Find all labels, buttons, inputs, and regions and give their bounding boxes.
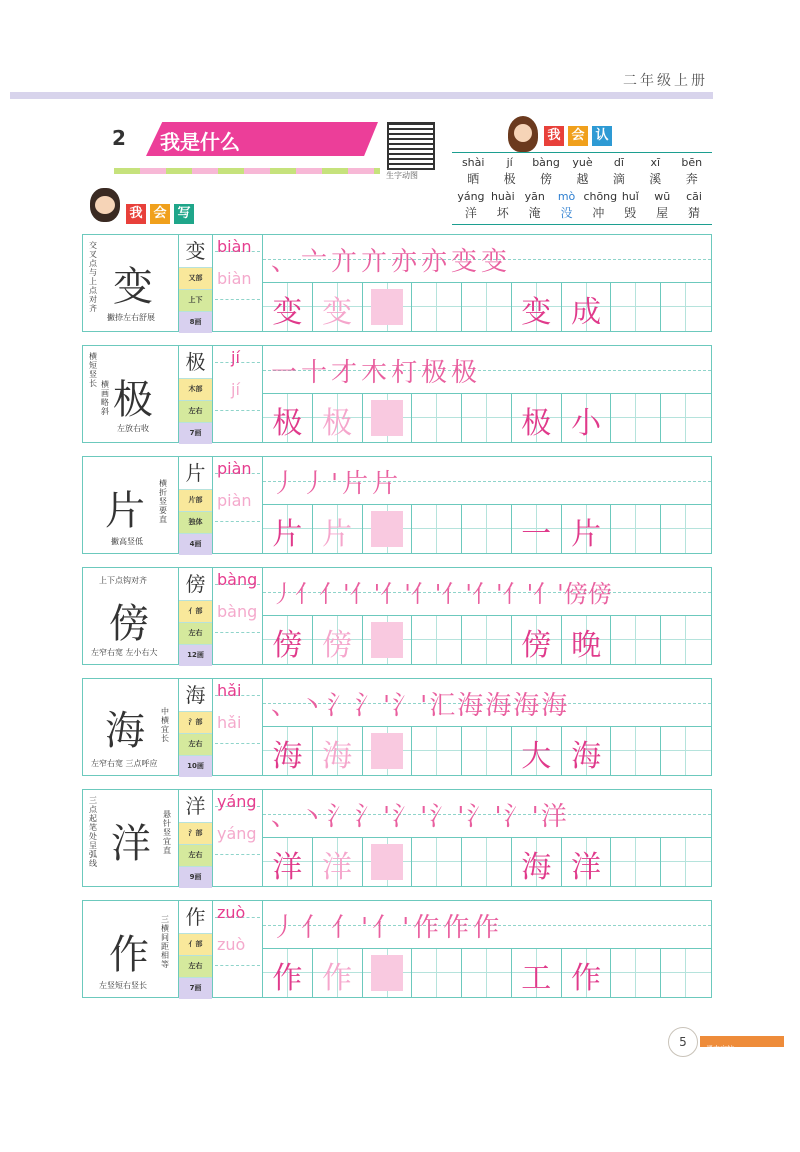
char-model xyxy=(83,679,179,775)
pinyin-box xyxy=(213,346,263,442)
read-row-2-pinyin xyxy=(455,190,710,203)
stroke-order: 、丶氵氵'氵'氵'氵'氵'洋 xyxy=(271,802,569,832)
practice-cell[interactable] xyxy=(462,838,512,886)
pinyin: yān xyxy=(524,190,545,203)
model-char: 洋 xyxy=(272,850,303,885)
word-char-1: 大 xyxy=(521,739,552,774)
practice-cell[interactable] xyxy=(611,283,661,331)
char-note-top: 上下点钩对齐 xyxy=(99,576,147,585)
char-note-side: 中横宜长 xyxy=(161,707,169,743)
char-info xyxy=(179,901,213,997)
trace-char: 海 xyxy=(322,739,353,774)
trace-char: 变 xyxy=(322,295,353,330)
stroke-order: 丿亻亻'亻'作作作 xyxy=(271,913,504,943)
model-char: 变 xyxy=(272,295,303,330)
word-char-2: 晚 xyxy=(571,628,602,663)
practice-cell[interactable] xyxy=(412,727,462,775)
char-info xyxy=(179,568,213,664)
stroke-order-row xyxy=(263,568,711,616)
pinyin: huǐ xyxy=(621,190,639,203)
practice-cell[interactable] xyxy=(562,949,612,997)
char-big: 海 xyxy=(105,708,145,754)
pinyin-main: piàn xyxy=(217,459,252,478)
pinyin: mò xyxy=(557,190,576,203)
stroke-order-row xyxy=(263,901,711,949)
char-big: 极 xyxy=(113,377,153,423)
read-divider-top xyxy=(452,152,712,153)
practice-cell[interactable] xyxy=(363,838,413,886)
pinyin-trace: bàng xyxy=(217,602,258,621)
practice-grid xyxy=(263,616,711,664)
practice-cell[interactable] xyxy=(313,838,363,886)
stroke-order: 丿亻亻'亻'亻'亻'亻'亻'亻'亻'傍傍 xyxy=(271,580,612,608)
practice-cell[interactable] xyxy=(462,394,512,442)
trace-char: 作 xyxy=(322,961,353,996)
practice-cell[interactable] xyxy=(562,838,612,886)
pinyin-main: bàng xyxy=(217,570,258,589)
char-model xyxy=(83,901,179,997)
hanzi: 奔 xyxy=(685,172,698,186)
practice-grid xyxy=(263,949,711,997)
stroke-count: 4画 xyxy=(179,533,212,555)
lesson-header xyxy=(112,122,380,180)
char-card-bian xyxy=(82,234,712,332)
practice-cell[interactable] xyxy=(313,394,363,442)
radical: 亻部 xyxy=(179,600,212,622)
practice-cell[interactable] xyxy=(611,949,661,997)
hanzi: 毁 xyxy=(624,206,637,220)
stroke-order-row xyxy=(263,235,711,283)
pinyin-main: biàn xyxy=(217,237,252,256)
char-card-pian xyxy=(82,456,712,554)
char-info xyxy=(179,346,213,442)
stroke-count: 9画 xyxy=(179,866,212,888)
char-big: 洋 xyxy=(111,821,151,867)
pinyin-trace: biàn xyxy=(217,269,252,288)
model-char: 片 xyxy=(272,517,303,552)
structure: 左右 xyxy=(179,622,212,644)
char-info xyxy=(179,790,213,886)
radical: 片部 xyxy=(179,489,212,511)
stroke-count: 8画 xyxy=(179,311,212,333)
stroke-count: 12画 xyxy=(179,644,212,666)
structure: 左右 xyxy=(179,733,212,755)
pinyin: bàng xyxy=(532,156,560,169)
word-char-1: 变 xyxy=(521,295,552,330)
top-divider xyxy=(10,92,713,99)
practice-cell[interactable] xyxy=(611,616,661,664)
stroke-count: 7画 xyxy=(179,422,212,444)
trace-shape xyxy=(371,400,404,436)
practice-grid xyxy=(263,727,711,775)
read-row-2-hanzi xyxy=(455,204,710,221)
practice-cell[interactable] xyxy=(462,727,512,775)
trace-shape xyxy=(371,733,404,769)
stroke-order: 、丶氵氵'氵'汇海海海海 xyxy=(271,691,570,721)
practice-cell[interactable] xyxy=(462,505,512,553)
practice-cell[interactable] xyxy=(462,283,512,331)
practice-cell[interactable] xyxy=(661,394,711,442)
word-char-1: 一 xyxy=(521,517,552,552)
practice-cell[interactable] xyxy=(263,283,313,331)
char-big: 作 xyxy=(109,932,149,978)
badge-ren: 认 xyxy=(592,126,612,146)
char-note-bottom: 左窄右宽 左小右大 xyxy=(91,648,158,657)
girl-avatar-icon xyxy=(508,116,538,152)
model-char: 极 xyxy=(272,406,303,441)
practice-cell[interactable] xyxy=(512,616,562,664)
pinyin-box xyxy=(213,568,263,664)
practice-cell[interactable] xyxy=(512,727,562,775)
pinyin-main: yáng xyxy=(217,792,257,811)
trace-char: 极 xyxy=(322,406,353,441)
char-note-side: 横折竖要直 xyxy=(159,479,167,524)
info-char: 海 xyxy=(179,679,212,711)
practice-cell[interactable] xyxy=(313,727,363,775)
practice-cell[interactable] xyxy=(363,505,413,553)
stroke-order: 一十才木朾极极 xyxy=(271,358,482,388)
lesson-number: 2 xyxy=(112,126,126,150)
char-note-bottom: 左竖短右竖长 xyxy=(99,981,147,990)
practice-cell[interactable] xyxy=(313,616,363,664)
hanzi: 没 xyxy=(560,206,573,220)
model-char: 作 xyxy=(272,961,303,996)
boy-avatar-icon xyxy=(90,188,120,222)
word-char-1: 海 xyxy=(521,850,552,885)
practice-cell[interactable] xyxy=(661,727,711,775)
info-char: 极 xyxy=(179,346,212,378)
hanzi: 坏 xyxy=(496,206,509,220)
char-note-side-2: 横画略斜 xyxy=(101,380,109,416)
hanzi: 屋 xyxy=(656,206,669,220)
stroke-order-row xyxy=(263,346,711,394)
hanzi: 猜 xyxy=(688,206,701,220)
structure: 左右 xyxy=(179,844,212,866)
stroke-order-row xyxy=(263,790,711,838)
hanzi: 洋 xyxy=(464,206,477,220)
hanzi: 晒 xyxy=(467,172,480,186)
char-big: 片 xyxy=(105,488,145,534)
info-char: 变 xyxy=(179,235,212,267)
char-card-bang xyxy=(82,567,712,665)
char-info xyxy=(179,679,213,775)
practice-cell[interactable] xyxy=(611,838,661,886)
pinyin: chōng xyxy=(583,190,618,203)
trace-shape xyxy=(371,955,404,991)
practice-cell[interactable] xyxy=(263,616,313,664)
practice-cell[interactable] xyxy=(313,949,363,997)
practice-cell[interactable] xyxy=(512,838,562,886)
practice-cell[interactable] xyxy=(562,505,612,553)
practice-cell[interactable] xyxy=(363,949,413,997)
pinyin-box xyxy=(213,457,263,553)
radical: 木部 xyxy=(179,378,212,400)
practice-cell[interactable] xyxy=(263,838,313,886)
practice-cell[interactable] xyxy=(363,616,413,664)
badge-wo: 我 xyxy=(544,126,564,146)
char-note-bottom: 撇捺左右舒展 xyxy=(107,313,155,322)
grade-label: 二年级上册 xyxy=(623,73,708,89)
practice-cell[interactable] xyxy=(562,283,612,331)
badge-hui: 会 xyxy=(150,204,170,224)
practice-cell[interactable] xyxy=(263,505,313,553)
pinyin: jí xyxy=(506,156,513,169)
pinyin: yáng xyxy=(457,190,485,203)
stroke-order-row xyxy=(263,679,711,727)
hanzi: 越 xyxy=(576,172,589,186)
practice-cell[interactable] xyxy=(661,616,711,664)
badge-hui: 会 xyxy=(568,126,588,146)
practice-cell[interactable] xyxy=(263,727,313,775)
pinyin: dī xyxy=(613,156,624,169)
practice-cell[interactable] xyxy=(661,838,711,886)
structure: 独体 xyxy=(179,511,212,533)
char-card-hai xyxy=(82,678,712,776)
practice-grid xyxy=(263,394,711,442)
hanzi: 极 xyxy=(503,172,516,186)
char-note-bottom: 撇高竖低 xyxy=(111,537,143,546)
practice-grid xyxy=(263,283,711,331)
practice-cell[interactable] xyxy=(412,505,462,553)
practice-cell[interactable] xyxy=(263,394,313,442)
practice-cell[interactable] xyxy=(313,283,363,331)
practice-cell[interactable] xyxy=(412,838,462,886)
trace-shape xyxy=(371,289,404,325)
pinyin-trace: piàn xyxy=(217,491,252,510)
char-big: 傍 xyxy=(109,601,149,647)
pinyin-box xyxy=(213,790,263,886)
pinyin-trace: hǎi xyxy=(217,713,242,732)
radical: 氵部 xyxy=(179,711,212,733)
lesson-stripe xyxy=(114,168,380,174)
trace-char: 片 xyxy=(322,517,353,552)
pinyin: xī xyxy=(650,156,661,169)
char-card-zuo xyxy=(82,900,712,998)
trace-shape xyxy=(371,622,404,658)
stroke-count: 10画 xyxy=(179,755,212,777)
pinyin-trace: yáng xyxy=(217,824,257,843)
trace-shape xyxy=(371,511,404,547)
radical: 亻部 xyxy=(179,933,212,955)
char-note-side-2: 悬针竖宜直 xyxy=(163,810,171,855)
practice-cell[interactable] xyxy=(462,949,512,997)
char-model xyxy=(83,346,179,442)
word-char-2: 片 xyxy=(571,517,602,552)
badge-xie: 写 xyxy=(174,204,194,224)
pinyin: bēn xyxy=(681,156,703,169)
practice-cell[interactable] xyxy=(562,394,612,442)
practice-cell[interactable] xyxy=(661,283,711,331)
trace-char: 洋 xyxy=(322,850,353,885)
read-divider-bottom xyxy=(452,224,712,225)
char-info xyxy=(179,457,213,553)
info-char: 傍 xyxy=(179,568,212,600)
practice-cell[interactable] xyxy=(412,949,462,997)
practice-cell[interactable] xyxy=(611,394,661,442)
word-char-2: 小 xyxy=(571,406,602,441)
practice-cell[interactable] xyxy=(363,283,413,331)
structure: 左右 xyxy=(179,400,212,422)
practice-cell[interactable] xyxy=(611,505,661,553)
practice-cell[interactable] xyxy=(611,727,661,775)
char-note-side: 横短竖长 xyxy=(89,352,97,388)
badge-wo: 我 xyxy=(126,204,146,224)
pinyin-box xyxy=(213,235,263,331)
page-tab-label: 课本字帖 xyxy=(706,1045,734,1053)
hanzi: 淹 xyxy=(528,206,541,220)
char-card-yang xyxy=(82,789,712,887)
practice-cell[interactable] xyxy=(512,949,562,997)
word-char-1: 极 xyxy=(521,406,552,441)
pinyin-trace: jí xyxy=(231,380,240,399)
stroke-order-row xyxy=(263,457,711,505)
char-model xyxy=(83,568,179,664)
radical: 又部 xyxy=(179,267,212,289)
word-char-2: 海 xyxy=(571,739,602,774)
practice-cell[interactable] xyxy=(512,505,562,553)
model-char: 傍 xyxy=(272,628,303,663)
hanzi: 滴 xyxy=(612,172,625,186)
practice-cell[interactable] xyxy=(313,505,363,553)
pinyin: shài xyxy=(461,156,485,169)
info-char: 作 xyxy=(179,901,212,933)
word-char-2: 成 xyxy=(571,295,602,330)
trace-char: 傍 xyxy=(322,628,353,663)
word-char-2: 作 xyxy=(571,961,602,996)
structure: 上下 xyxy=(179,289,212,311)
practice-cell[interactable] xyxy=(562,616,612,664)
pinyin-main: zuò xyxy=(217,903,246,922)
pinyin-box xyxy=(213,901,263,997)
stroke-count: 7画 xyxy=(179,977,212,999)
practice-cell[interactable] xyxy=(512,394,562,442)
practice-cell[interactable] xyxy=(661,949,711,997)
qr-code-icon[interactable] xyxy=(387,122,435,170)
char-model xyxy=(83,235,179,331)
pinyin-main: jí xyxy=(231,348,240,367)
pinyin-trace: zuò xyxy=(217,935,246,954)
trace-shape xyxy=(371,844,404,880)
practice-cell[interactable] xyxy=(412,394,462,442)
char-note-side: 三点起笔处呈弧线 xyxy=(89,796,97,868)
practice-grid xyxy=(263,838,711,886)
read-row-1-hanzi xyxy=(455,170,710,187)
pinyin-main: hǎi xyxy=(217,681,242,700)
stroke-order: 丿丿'片片 xyxy=(271,469,403,499)
radical: 氵部 xyxy=(179,822,212,844)
practice-cell[interactable] xyxy=(512,283,562,331)
pinyin: wū xyxy=(654,190,671,203)
structure: 左右 xyxy=(179,955,212,977)
char-note-bottom: 左放右收 xyxy=(117,424,149,433)
char-info xyxy=(179,235,213,331)
hanzi: 傍 xyxy=(540,172,553,186)
info-char: 洋 xyxy=(179,790,212,822)
word-char-1: 工 xyxy=(521,961,552,996)
practice-grid xyxy=(263,505,711,553)
stroke-order: 、亠亣亣亦亦变变 xyxy=(271,247,512,277)
model-char: 海 xyxy=(272,739,303,774)
page-tab xyxy=(700,1036,784,1053)
practice-cell[interactable] xyxy=(661,505,711,553)
word-char-2: 洋 xyxy=(571,850,602,885)
pinyin-box xyxy=(213,679,263,775)
pinyin: yuè xyxy=(572,156,593,169)
char-card-ji xyxy=(82,345,712,443)
pinyin: huài xyxy=(490,190,515,203)
practice-cell[interactable] xyxy=(363,727,413,775)
word-char-1: 傍 xyxy=(521,628,552,663)
char-model xyxy=(83,790,179,886)
page-number: 5 xyxy=(668,1027,698,1057)
lesson-title: 我是什么 xyxy=(160,130,240,154)
char-model xyxy=(83,457,179,553)
practice-cell[interactable] xyxy=(412,283,462,331)
read-row-1-pinyin xyxy=(455,156,710,169)
pinyin: cāi xyxy=(686,190,702,203)
char-note-side: 三横间距相等 xyxy=(161,915,169,969)
char-big: 变 xyxy=(113,264,153,310)
char-note-side: 交叉点与上点对齐 xyxy=(89,241,97,313)
practice-cell[interactable] xyxy=(462,616,512,664)
hanzi: 溪 xyxy=(649,172,662,186)
char-note-bottom: 左窄右宽 三点呼应 xyxy=(91,759,158,768)
practice-cell[interactable] xyxy=(263,949,313,997)
practice-cell[interactable] xyxy=(562,727,612,775)
qr-label: 生字动图 xyxy=(386,171,418,180)
info-char: 片 xyxy=(179,457,212,489)
practice-cell[interactable] xyxy=(412,616,462,664)
practice-cell[interactable] xyxy=(363,394,413,442)
hanzi: 冲 xyxy=(592,206,605,220)
